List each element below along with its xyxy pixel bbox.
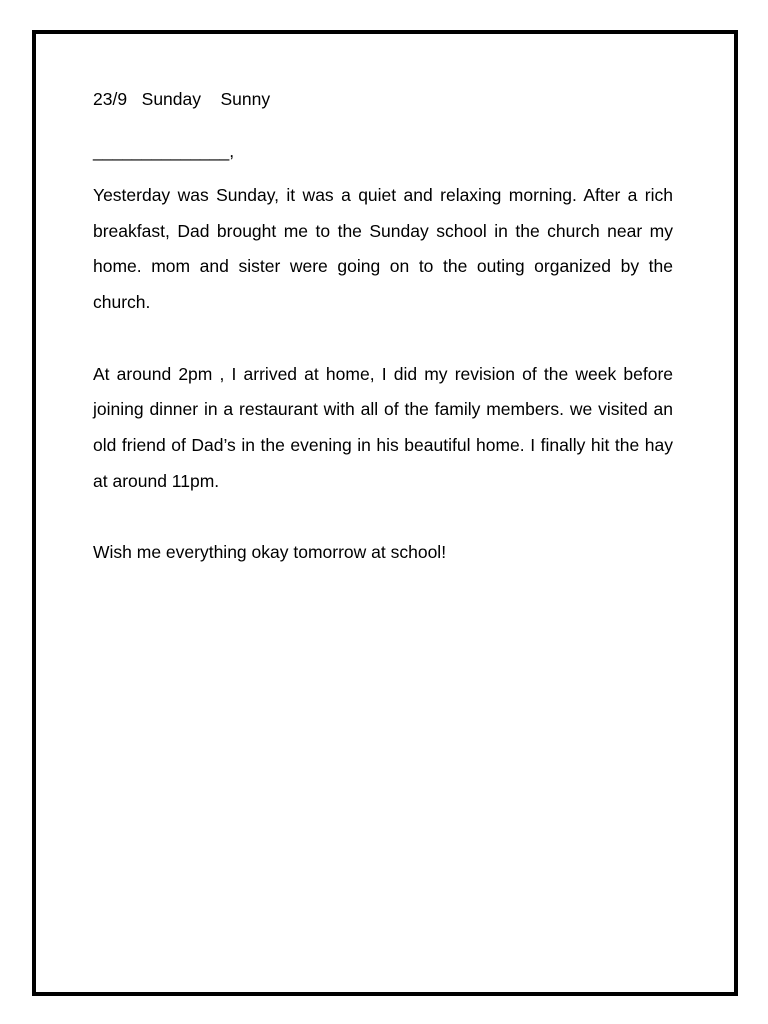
- salutation-blank: ______________,: [93, 141, 235, 161]
- entry-weather: Sunny: [220, 89, 271, 109]
- paragraph-afternoon: At around 2pm , I arrived at home, I did my revision of the week before joining dinner in a restaurant with all of the family members. we visited an old friend of Dad’s in the evening in his beautiful home. I finally hit the hay at around 11pm.: [93, 363, 673, 491]
- paragraph-morning: Yesterday was Sunday, it was a quiet and relaxing morning. After a rich breakfast, Dad brought me to the Sunday school in the church near my home. mom and sister were going on to the outing organized by the church.: [93, 185, 673, 313]
- entry-day: Sunday: [141, 89, 202, 109]
- paragraph-closing: Wish me everything okay tomorrow at school!: [93, 542, 447, 562]
- entry-date: 23/9: [93, 89, 128, 109]
- entry-header: [93, 84, 673, 114]
- diary-entry: [93, 84, 673, 571]
